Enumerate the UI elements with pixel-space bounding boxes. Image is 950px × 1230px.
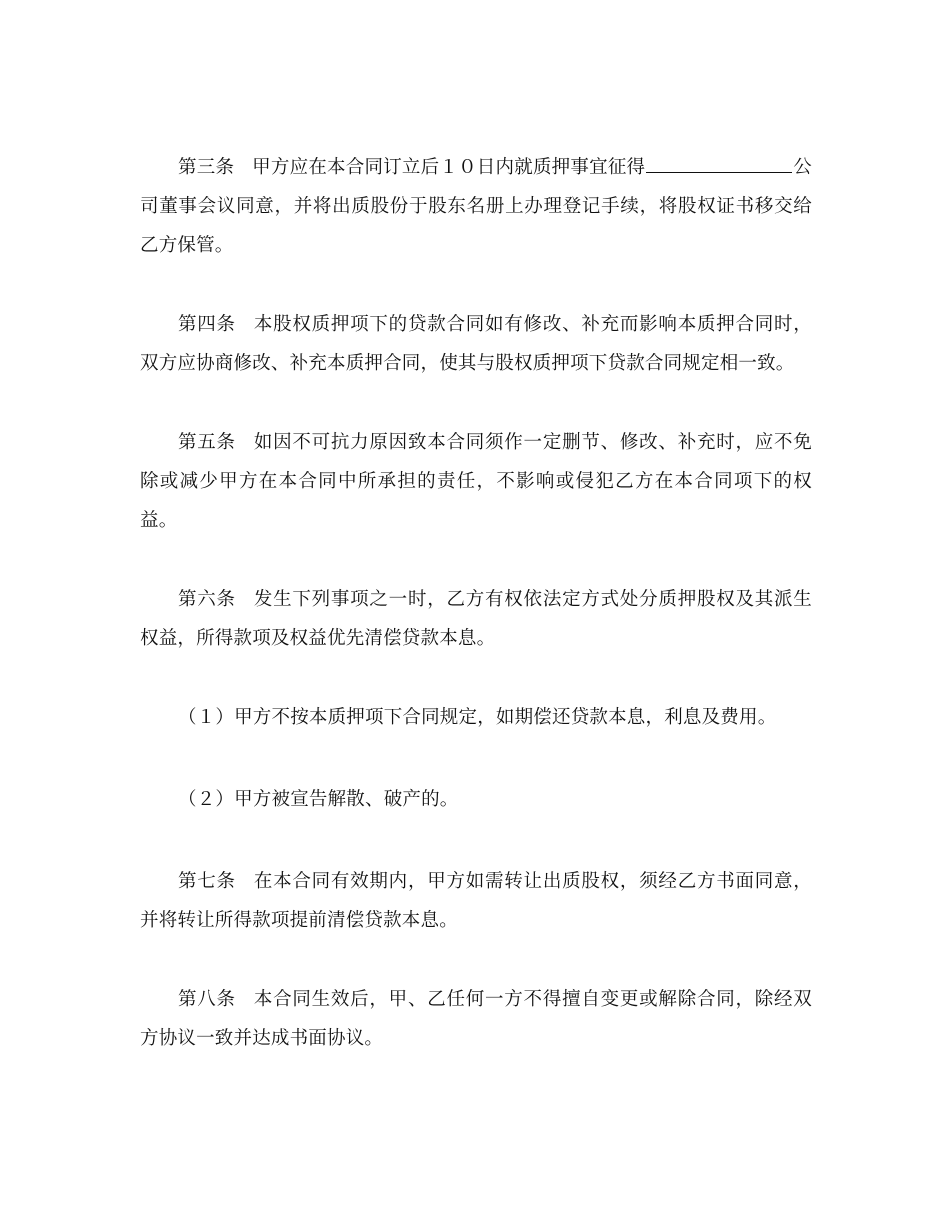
article-text: 公司董事会议同意，并将出质股份于股东名册上办理登记手续，将股权证书移交给乙方保管。 xyxy=(140,157,813,256)
article-text: 在本合同有效期内，甲方如需转让出质股权，须经乙方书面同意，并将转让所得款项提前清偿贷款本息。 xyxy=(140,871,812,931)
article-6 xyxy=(140,580,812,658)
article-4 xyxy=(140,305,812,383)
article-5 xyxy=(140,423,812,540)
article-text: 本合同生效后，甲、乙任何一方不得擅自变更或解除合同，除经双方协议一致并达成书面协议。 xyxy=(140,989,812,1049)
article-7 xyxy=(140,862,812,940)
article-text: 如因不可抗力原因致本合同须作一定删节、修改、补充时，应不免除或减少甲方在本合同中所承担的责任，不影响或侵犯乙方在本合同项下的权益。 xyxy=(140,432,812,531)
item-text: （１）甲方不按本质押项下合同规定，如期偿还贷款本息，利息及费用。 xyxy=(178,707,777,728)
article-number: 第七条 xyxy=(178,871,236,892)
article-text: 发生下列事项之一时，乙方有权依法定方式处分质押股权及其派生权益，所得款项及权益优先清偿贷款本息。 xyxy=(140,589,812,649)
article-8 xyxy=(140,980,812,1058)
article-number: 第四条 xyxy=(178,314,236,335)
list-item xyxy=(140,780,812,820)
document-page xyxy=(140,148,812,1098)
article-number: 第六条 xyxy=(178,589,236,610)
article-number: 第三条 xyxy=(178,157,235,178)
list-item xyxy=(140,698,812,738)
article-3 xyxy=(140,148,812,265)
article-text: 甲方应在本合同订立后１０日内就质押事宜征得 xyxy=(252,157,646,178)
article-number: 第八条 xyxy=(178,989,236,1010)
fill-in-blank[interactable] xyxy=(646,154,792,173)
article-text: 本股权质押项下的贷款合同如有修改、补充而影响本质押合同时，双方应协商修改、补充本质押合同，使其与股权质押项下贷款合同规定相一致。 xyxy=(140,314,812,374)
item-text: （２）甲方被宣告解散、破产的。 xyxy=(178,789,459,810)
article-number: 第五条 xyxy=(178,432,236,453)
